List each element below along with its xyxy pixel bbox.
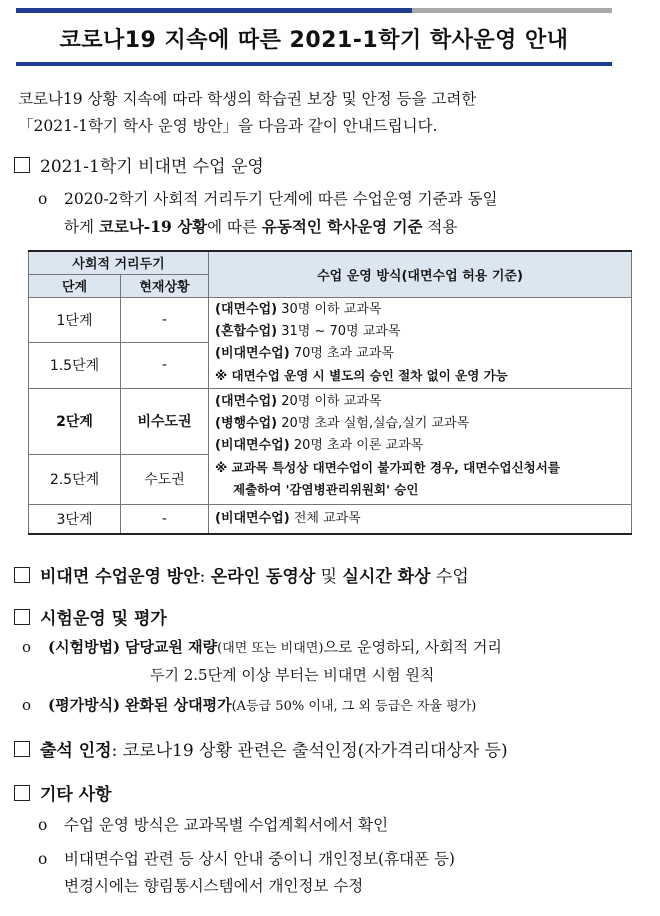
table-method-cell [209,388,632,504]
text-run: 으로 운영하되, 사회적 거리 [323,638,502,656]
table-header-group: 사회적 거리두기 [29,251,209,274]
etc-line-2b: 변경시에는 향림통시스템에서 개인정보 수정 [64,877,364,895]
text-run-bold: 온라인 동영상 [210,567,316,587]
exam-method-line-1 [48,634,642,662]
method-line [215,508,625,530]
section-1-heading-text: 2021-1학기 비대면 수업 운영 [40,157,264,177]
checkbox-square-icon [14,741,30,757]
table-row-status: 수도권 [121,454,209,504]
method-type: (비대면수업) [215,438,290,453]
section-1-bullet [38,186,638,241]
table-row-step: 1단계 [29,297,121,342]
text-run-small: (A등급 50% 이내, 그 외 등급은 자율 평가) [231,699,477,714]
intro-line-1: 코로나19 상황 지속에 따라 학생의 학습권 보장 및 안정 등을 고려한 [18,90,477,108]
method-desc: 20명 초과 이론 교과목 [289,438,424,453]
checkbox-square-icon [14,567,30,583]
method-desc: 전체 교과목 [289,510,361,526]
method-line [215,343,625,365]
method-note: ※ 대면수업 운영 시 별도의 승인 절차 없이 운영 가능 [215,367,508,383]
text-run-bold: (시험방법) [48,638,121,656]
section-4-heading [14,736,508,761]
checkbox-square-icon [14,785,30,801]
section-3-bullet-2 [22,692,642,720]
section-5-bullet-2 [38,846,638,900]
section-2-heading [14,562,469,587]
text-run-bold: 완화된 상대평가 [124,696,232,714]
table-method-cell [209,297,632,388]
table-row-status: - [121,342,209,388]
method-line [215,299,625,321]
text-run: : [199,567,211,587]
section-5-bullet-1 [38,812,638,839]
table-row-status: - [121,504,209,534]
table-row-step: 3단계 [29,504,121,534]
etc-line-1: 수업 운영 방식은 교과목별 수업계획서에서 확인 [64,816,389,834]
method-type: (대면수업) [215,301,278,317]
text-run: : 코로나19 상황 관련은 출석인정(자가격리대상자 등) [111,741,508,761]
checkbox-square-icon [14,157,30,173]
table-header-step: 단계 [29,274,121,297]
etc-line-2a: 비대면수업 관련 등 상시 안내 중이니 개인정보(휴대폰 등) [64,850,455,868]
table-row-step: 2단계 [29,388,121,454]
method-desc: 70명 초과 교과목 [289,345,394,361]
text-run-bold: 유동적인 학사운영 기준 [261,217,423,236]
text-run: 적용 [422,218,458,236]
text-run-small: (대면 또는 비대면) [217,641,324,656]
title-top-rule [16,8,612,13]
method-line [215,321,625,343]
section-1-bullet-line-1: 2020-2학기 사회적 거리두기 단계에 따른 수업운영 기준과 동일 [64,190,498,208]
text-run-bold: 담당교원 재량 [124,638,218,656]
circle-bullet-icon: o [38,850,48,868]
method-desc: 30명 이하 교과목 [277,301,382,317]
text-run-bold: (평가방식) [48,696,121,714]
title-bottom-rule [16,62,612,66]
section-5-heading-text: 기타 사항 [40,785,112,805]
text-run: 및 [315,567,343,587]
text-run: 수업 [430,567,469,587]
circle-bullet-icon: o [38,816,48,834]
table-row-status: 비수도권 [121,388,209,454]
text-run-bold: 출석 인정 [40,741,112,761]
exam-method-line-2: 두기 2.5단계 이상 부터는 비대면 시험 원칙 [150,666,435,684]
method-line [215,435,625,457]
section-1-bullet-line-2 [64,213,638,241]
circle-bullet-icon: o [22,696,32,714]
method-desc: 20명 이하 교과목 [277,394,382,409]
distancing-table [28,250,632,535]
checkbox-square-icon [14,609,30,625]
section-1-heading [14,152,264,177]
text-run-bold: 실시간 화상 [342,567,431,587]
circle-bullet-icon: o [38,190,48,208]
table-method-cell [209,504,632,534]
text-run: 하게 [64,218,99,236]
method-type: (혼합수업) [215,323,278,339]
text-run: 에 따른 [207,218,262,236]
section-3-heading-text: 시험운영 및 평가 [40,609,167,629]
table-row-step: 1.5단계 [29,342,121,388]
title-block [16,8,612,66]
method-note: 제출하여 '감염병관리위원회' 승인 [233,482,419,497]
grading-line [48,692,642,720]
intro-line-2: 「2021-1학기 학사 운영 방안」을 다음과 같이 안내드립니다. [18,117,438,135]
table-row-status: - [121,297,209,342]
method-type: (병행수업) [215,416,278,431]
method-type: (비대면수업) [215,345,290,361]
text-run-bold: 코로나-19 상황 [98,217,208,236]
method-line [215,413,625,435]
method-type: (비대면수업) [215,510,290,526]
method-desc: 20명 초과 실험,실습,실기 교과목 [277,416,470,431]
circle-bullet-icon: o [22,638,32,656]
section-3-heading [14,604,167,629]
table-header-method: 수업 운영 방식(대면수업 허용 기준) [209,251,632,297]
section-5-heading [14,780,112,805]
method-line [215,391,625,413]
intro-paragraph [18,86,638,140]
section-3-bullet-1 [22,634,642,689]
table-row-step: 2.5단계 [29,454,121,504]
page-title: 코로나19 지속에 따른 2021-1학기 학사운영 안내 [59,28,569,53]
method-note: ※ 교과목 특성상 대면수업이 불가피한 경우, 대면수업신청서를 [215,460,560,475]
text-run-bold: 비대면 수업운영 방안 [40,567,200,587]
table-header-status: 현재상황 [121,274,209,297]
method-type: (대면수업) [215,394,278,409]
method-desc: 31명 ~ 70명 교과목 [277,323,401,339]
